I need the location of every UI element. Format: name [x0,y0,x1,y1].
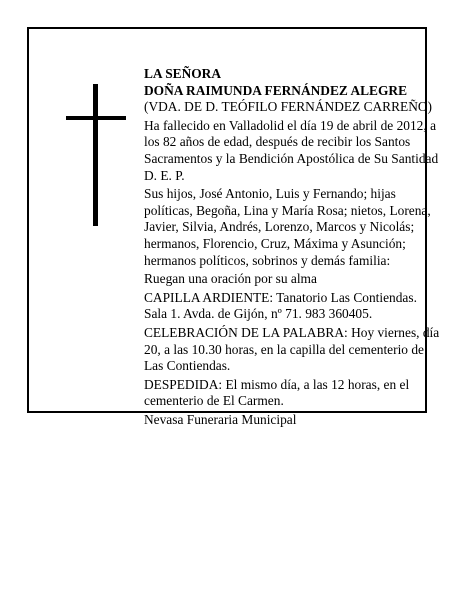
funeral-home: Nevasa Funeraria Municipal [144,411,297,427]
paragraph-line: CELEBRACIÓN DE LA PALABRA: Hoy viernes, día [144,324,440,340]
paragraph-line: D. E. P. [144,167,185,183]
widow-line: (VDA. DE D. TEÓFILO FERNÁNDEZ CARREÑO) [144,99,433,115]
family-paragraph [144,186,444,269]
paragraph-line: Las Contiendas. [144,358,231,374]
paragraph-line: políticas, Begoña, Lina y María Rosa; nietos, Lorena, [144,202,431,218]
paragraph-line: Javier, Silvia, Andrés, Lorenzo, Marcos y Nicolás; [144,219,415,235]
paragraph-line: hermanos, Florencio, Cruz, Máxima y Asunción; [144,235,406,251]
paragraph-line: 20, a las 10.30 horas, en la capilla del cementerio de [144,341,424,357]
paragraph-line: hermanos políticos, sobrinos y demás familia: [144,252,391,268]
prayer-line: Ruegan una oración por su alma [144,271,317,287]
deceased-name: DOÑA RAIMUNDA FERNÁNDEZ ALEGRE [144,82,407,98]
paragraph-line: cementerio de El Carmen. [144,393,284,409]
chapel-paragraph [144,290,444,323]
paragraph-line: los 82 años de edad, después de recibir los Santos [144,134,411,150]
paragraph-line: Sacramentos y la Bendición Apostólica de Su Santidad [144,150,439,166]
heading-title: LA SEÑORA [144,66,222,81]
paragraph-line: CAPILLA ARDIENTE: Tanatorio Las Contiendas. [144,289,417,305]
death-paragraph [144,118,444,184]
farewell-paragraph [144,377,444,410]
obituary-notice [27,27,440,427]
paragraph-line: Ha fallecido en Valladolid el día 19 de abril de 2012, a [144,117,437,133]
celebration-paragraph [144,325,444,375]
notice-text [144,66,444,428]
paragraph-line: Sus hijos, José Antonio, Luis y Fernando; hijas [144,186,396,202]
cross-icon-bar [66,116,126,120]
paragraph-line: Sala 1. Avda. de Gijón, nº 71. 983 360405. [144,306,373,322]
paragraph-line: DESPEDIDA: El mismo día, a las 12 horas, en el [144,376,410,392]
cross-icon [93,84,98,226]
